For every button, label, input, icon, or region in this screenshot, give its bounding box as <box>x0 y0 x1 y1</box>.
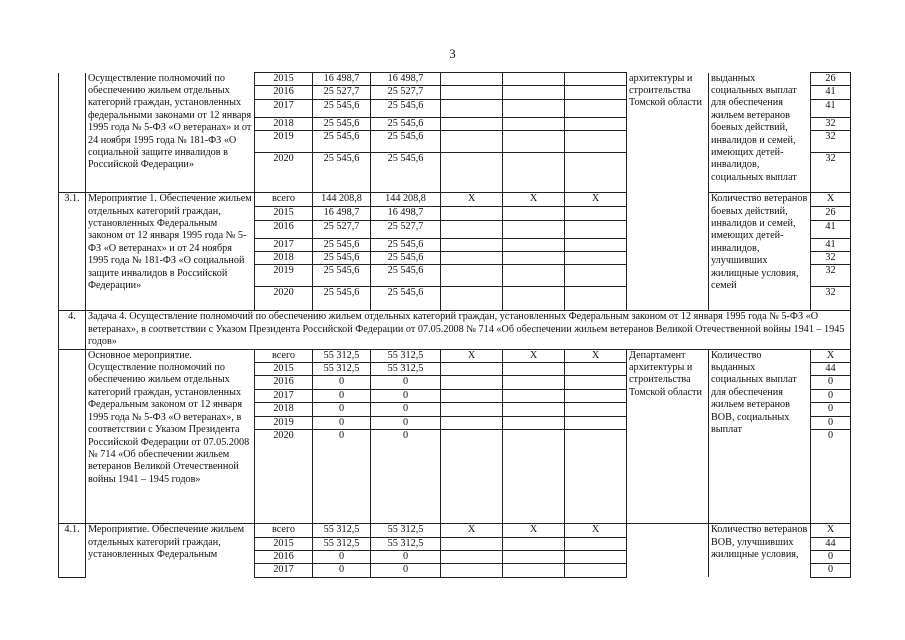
local-amount <box>503 153 565 193</box>
federal-amount: 0 <box>371 550 441 563</box>
indicator-value: 0 <box>811 430 851 524</box>
indicator-value: 0 <box>811 416 851 429</box>
local-amount <box>503 403 565 416</box>
regional-amount <box>441 153 503 193</box>
indicator-value: X <box>811 193 851 207</box>
federal-amount: 0 <box>371 564 441 577</box>
federal-amount: 25 545,6 <box>371 117 441 130</box>
local-amount: X <box>503 193 565 207</box>
federal-amount: 16 498,7 <box>371 73 441 86</box>
federal-amount: 0 <box>371 403 441 416</box>
total-amount: 0 <box>313 430 371 524</box>
measure-title: Мероприятие 1. Обеспечение жильем отдельных категорий граждан, установленных Федеральным законом от 12 января 1995 года № 5-ФЗ «О ветеранах» и от 24 ноября 1995 года № 181-ФЗ «О социальной защите инвалидов в Российской Федерации» <box>86 193 255 311</box>
indicator-value: 41 <box>811 220 851 238</box>
other-amount <box>565 537 627 550</box>
year-cell: 2016 <box>255 376 313 389</box>
indicator-value: 32 <box>811 265 851 287</box>
total-amount: 25 527,7 <box>313 86 371 99</box>
year-cell: 2020 <box>255 430 313 524</box>
federal-amount: 25 545,6 <box>371 265 441 287</box>
total-amount: 25 545,6 <box>313 131 371 153</box>
local-amount <box>503 99 565 117</box>
year-cell: 2015 <box>255 73 313 86</box>
year-cell: 2017 <box>255 389 313 402</box>
federal-amount: 25 545,6 <box>371 287 441 311</box>
executor-cell: архитектуры и строительства Томской области <box>627 73 709 193</box>
executor-cell <box>627 524 709 578</box>
total-amount: 25 545,6 <box>313 287 371 311</box>
regional-amount <box>441 220 503 238</box>
other-amount <box>565 238 627 251</box>
federal-amount: 25 527,7 <box>371 86 441 99</box>
federal-amount: 25 545,6 <box>371 99 441 117</box>
local-amount <box>503 252 565 265</box>
year-cell: всего <box>255 193 313 207</box>
total-amount: 0 <box>313 403 371 416</box>
year-cell: 2019 <box>255 416 313 429</box>
program-table <box>58 72 851 578</box>
regional-amount <box>441 252 503 265</box>
federal-amount: 55 312,5 <box>371 524 441 537</box>
task-number: 4. <box>59 311 86 349</box>
indicator-value: 41 <box>811 99 851 117</box>
task-text: Задача 4. Осуществление полномочий по обеспечению жильем отдельных категорий граждан, установленных Федеральным законом от 12 января 1995 года № 5-ФЗ «О ветеранах», в соответствии с Указом Президента Российской Федерации от 07.05.2008 № 714 «Об обеспечении жильем ветеранов Великой Отечественной войны 1941 – 1945 годов» <box>86 311 851 349</box>
local-amount <box>503 389 565 402</box>
year-cell: 2015 <box>255 363 313 376</box>
other-amount <box>565 564 627 577</box>
regional-amount <box>441 416 503 429</box>
year-cell: 2017 <box>255 99 313 117</box>
regional-amount <box>441 131 503 153</box>
indicator-value: X <box>811 524 851 537</box>
year-cell: 2016 <box>255 550 313 563</box>
other-amount: X <box>565 349 627 362</box>
other-amount <box>565 265 627 287</box>
total-amount: 55 312,5 <box>313 363 371 376</box>
federal-amount: 55 312,5 <box>371 537 441 550</box>
year-cell: 2019 <box>255 265 313 287</box>
other-amount <box>565 153 627 193</box>
regional-amount: X <box>441 524 503 537</box>
table-body <box>59 73 851 578</box>
indicator-value: 32 <box>811 287 851 311</box>
local-amount <box>503 287 565 311</box>
indicator-value: 0 <box>811 550 851 563</box>
executor-cell: Департамент архитектуры и строительства Томской области <box>627 349 709 523</box>
other-amount <box>565 99 627 117</box>
indicator-value: 44 <box>811 537 851 550</box>
indicator-value: 32 <box>811 117 851 130</box>
regional-amount <box>441 238 503 251</box>
local-amount <box>503 430 565 524</box>
local-amount: X <box>503 349 565 362</box>
federal-amount: 0 <box>371 376 441 389</box>
local-amount <box>503 416 565 429</box>
federal-amount: 55 312,5 <box>371 349 441 362</box>
total-amount: 144 208,8 <box>313 193 371 207</box>
other-amount <box>565 287 627 311</box>
total-amount: 25 545,6 <box>313 252 371 265</box>
table-row <box>59 73 851 86</box>
total-amount: 0 <box>313 416 371 429</box>
year-cell: 2018 <box>255 403 313 416</box>
regional-amount <box>441 389 503 402</box>
year-cell: 2020 <box>255 287 313 311</box>
regional-amount <box>441 363 503 376</box>
local-amount <box>503 131 565 153</box>
indicator-value: 0 <box>811 564 851 577</box>
total-amount: 16 498,7 <box>313 207 371 220</box>
indicator-value: 41 <box>811 86 851 99</box>
other-amount <box>565 220 627 238</box>
federal-amount: 0 <box>371 430 441 524</box>
local-amount <box>503 238 565 251</box>
federal-amount: 25 527,7 <box>371 220 441 238</box>
other-amount <box>565 416 627 429</box>
total-amount: 16 498,7 <box>313 73 371 86</box>
other-amount <box>565 550 627 563</box>
year-cell: 2015 <box>255 207 313 220</box>
total-amount: 55 312,5 <box>313 537 371 550</box>
total-amount: 25 545,6 <box>313 99 371 117</box>
year-cell: 2020 <box>255 153 313 193</box>
regional-amount <box>441 287 503 311</box>
regional-amount <box>441 564 503 577</box>
other-amount <box>565 363 627 376</box>
other-amount <box>565 73 627 86</box>
other-amount <box>565 430 627 524</box>
federal-amount: 25 545,6 <box>371 153 441 193</box>
indicator-value: 26 <box>811 207 851 220</box>
other-amount <box>565 376 627 389</box>
regional-amount <box>441 73 503 86</box>
regional-amount: X <box>441 349 503 362</box>
table-row <box>59 349 851 362</box>
indicator-value: 32 <box>811 153 851 193</box>
federal-amount: 25 545,6 <box>371 252 441 265</box>
year-cell: 2019 <box>255 131 313 153</box>
total-amount: 0 <box>313 564 371 577</box>
federal-amount: 25 545,6 <box>371 238 441 251</box>
year-cell: 2018 <box>255 117 313 130</box>
year-cell: 2016 <box>255 220 313 238</box>
federal-amount: 16 498,7 <box>371 207 441 220</box>
table-row <box>59 193 851 207</box>
local-amount <box>503 117 565 130</box>
local-amount <box>503 550 565 563</box>
local-amount <box>503 363 565 376</box>
table-row <box>59 524 851 537</box>
federal-amount: 144 208,8 <box>371 193 441 207</box>
local-amount <box>503 265 565 287</box>
row-number: 4.1. <box>59 524 86 578</box>
total-amount: 55 312,5 <box>313 349 371 362</box>
measure-title: Осуществление полномочий по обеспечению жильем отдельных категорий граждан, установленных федеральными законами от 12 января 1995 года № 5-ФЗ «О ветеранах» и от 24 ноября 1995 года № 181-ФЗ «О социальной защите инвалидов в Российской Федерации» <box>86 73 255 193</box>
local-amount <box>503 376 565 389</box>
total-amount: 0 <box>313 376 371 389</box>
regional-amount <box>441 430 503 524</box>
local-amount <box>503 73 565 86</box>
federal-amount: 25 545,6 <box>371 131 441 153</box>
table-row <box>59 311 851 349</box>
other-amount <box>565 403 627 416</box>
year-cell: 2015 <box>255 537 313 550</box>
regional-amount <box>441 403 503 416</box>
total-amount: 25 545,6 <box>313 117 371 130</box>
page-number: 3 <box>449 46 456 61</box>
measure-title: Основное мероприятие. Осуществление полномочий по обеспечению жильем отдельных категорий граждан, установленных Федеральным законом от 12 января 1995 года № 5-ФЗ «О ветеранах», в соответствии с Указом Президента Российской Федерации от 07.05.2008 № 714 «Об обеспечении жильем ветеранов Великой Отечественной войны 1941 – 1945 годов» <box>86 349 255 523</box>
regional-amount <box>441 86 503 99</box>
total-amount: 55 312,5 <box>313 524 371 537</box>
total-amount: 0 <box>313 550 371 563</box>
other-amount <box>565 117 627 130</box>
regional-amount: X <box>441 193 503 207</box>
indicator-value: 32 <box>811 131 851 153</box>
measure-title: Мероприятие. Обеспечение жильем отдельных категорий граждан, установленных Федеральным <box>86 524 255 578</box>
row-number <box>59 73 86 193</box>
regional-amount <box>441 376 503 389</box>
other-amount <box>565 131 627 153</box>
year-cell: 2016 <box>255 86 313 99</box>
indicator-value: 41 <box>811 238 851 251</box>
indicator-value: 0 <box>811 389 851 402</box>
regional-amount <box>441 537 503 550</box>
local-amount <box>503 207 565 220</box>
indicator-value: X <box>811 349 851 362</box>
regional-amount <box>441 99 503 117</box>
local-amount <box>503 564 565 577</box>
year-cell: 2017 <box>255 238 313 251</box>
regional-amount <box>441 207 503 220</box>
total-amount: 25 527,7 <box>313 220 371 238</box>
indicator-value: 32 <box>811 252 851 265</box>
local-amount: X <box>503 524 565 537</box>
other-amount <box>565 389 627 402</box>
other-amount <box>565 86 627 99</box>
federal-amount: 0 <box>371 389 441 402</box>
other-amount <box>565 207 627 220</box>
total-amount: 25 545,6 <box>313 238 371 251</box>
other-amount: X <box>565 193 627 207</box>
regional-amount <box>441 265 503 287</box>
row-number: 3.1. <box>59 193 86 311</box>
federal-amount: 55 312,5 <box>371 363 441 376</box>
year-cell: всего <box>255 524 313 537</box>
indicator-cell: Количество ветеранов ВОВ, улучшивших жилищные условия, <box>709 524 811 578</box>
indicator-value: 0 <box>811 403 851 416</box>
regional-amount <box>441 550 503 563</box>
local-amount <box>503 220 565 238</box>
local-amount <box>503 86 565 99</box>
executor-cell <box>627 193 709 311</box>
indicator-cell: Количество выданных социальных выплат для обеспечения жильем ветеранов ВОВ, социальных выплат <box>709 349 811 523</box>
year-cell: 2018 <box>255 252 313 265</box>
regional-amount <box>441 117 503 130</box>
federal-amount: 0 <box>371 416 441 429</box>
indicator-cell: выданных социальных выплат для обеспечения жильем ветеранов боевых действий, инвалидов и семей, имеющих детей-инвалидов, социальных выплат <box>709 73 811 193</box>
total-amount: 25 545,6 <box>313 265 371 287</box>
year-cell: 2017 <box>255 564 313 577</box>
total-amount: 25 545,6 <box>313 153 371 193</box>
other-amount: X <box>565 524 627 537</box>
other-amount <box>565 252 627 265</box>
row-number <box>59 349 86 523</box>
indicator-cell: Количество ветеранов боевых действий, инвалидов и семей, имеющих детей-инвалидов, улучшивших жилищные условия, семей <box>709 193 811 311</box>
indicator-value: 26 <box>811 73 851 86</box>
total-amount: 0 <box>313 389 371 402</box>
indicator-value: 0 <box>811 376 851 389</box>
year-cell: всего <box>255 349 313 362</box>
local-amount <box>503 537 565 550</box>
indicator-value: 44 <box>811 363 851 376</box>
